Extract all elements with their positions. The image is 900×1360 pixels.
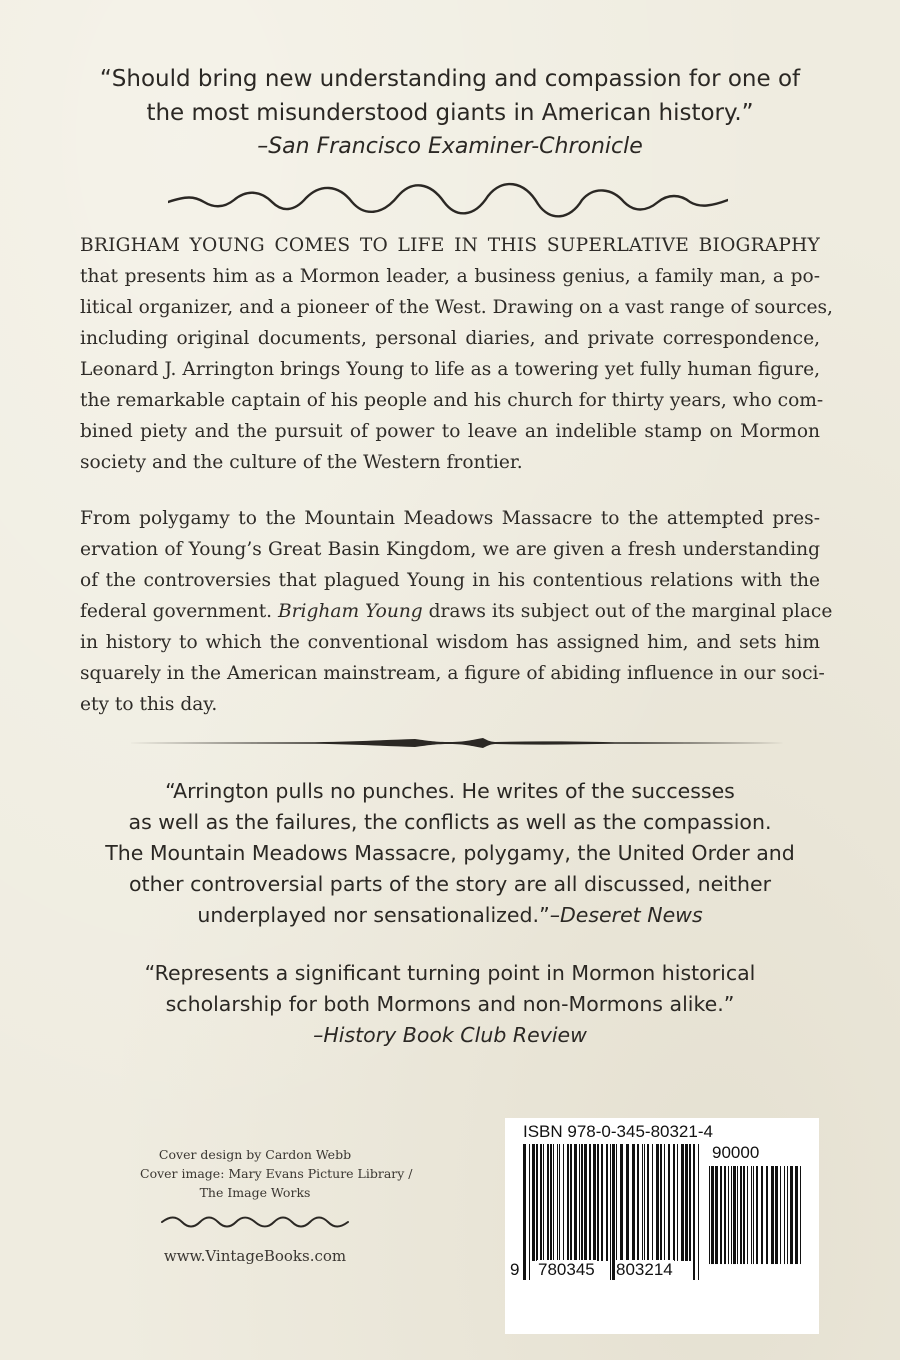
text-line: that presents him as a Mormon leader, a business genius, a family man, a po- (80, 266, 820, 287)
quote-line (60, 900, 840, 931)
barcode-bar (574, 1144, 577, 1261)
text-segment: draws its subject out of the marginal place (422, 601, 833, 622)
barcode-bar (766, 1166, 768, 1264)
text-line: Leonard J. Arrington brings Young to life as a towering yet fully human figure, (80, 359, 820, 380)
quote-line: “Arrington pulls no punches. He writes of the successes (165, 779, 735, 803)
book-title: Brigham Young (278, 601, 423, 622)
barcode-bar (795, 1166, 798, 1264)
barcode-bar (589, 1144, 591, 1261)
quote-attribution: –Deseret News (549, 903, 703, 927)
barcode-bar (751, 1166, 752, 1264)
barcode-bar (660, 1144, 662, 1261)
ean-digits (510, 1258, 713, 1280)
barcode-bar (597, 1144, 599, 1261)
barcode-bar (709, 1166, 710, 1264)
barcode-bar (647, 1144, 649, 1261)
text-line: litical organizer, and a pioneer of the West. Drawing on a vast range of sources, (80, 297, 833, 318)
quote-text: underplayed nor sensationalized.” (197, 903, 550, 927)
description-paragraph-1 (80, 230, 833, 478)
barcode-bar (642, 1144, 643, 1261)
barcode-bar (737, 1166, 738, 1264)
barcode-bar (540, 1144, 542, 1261)
barcode-bar (656, 1144, 659, 1261)
text-line: society and the culture of the Western frontier. (80, 452, 523, 473)
quote-line: “Should bring new understanding and compassion for one of (99, 66, 801, 92)
ean-left-digits: 780345 (538, 1260, 595, 1279)
barcode-bar (664, 1144, 665, 1261)
barcode-bar (753, 1166, 754, 1264)
quote-line: scholarship for both Mormons and non-Mormons alike.” (165, 992, 735, 1016)
barcode-bar (601, 1144, 603, 1261)
barcode-bar (532, 1144, 535, 1261)
text-line: including original documents, personal diaries, and private correspondence, (80, 328, 820, 349)
text-line: BRIGHAM YOUNG COMES TO LIFE IN THIS SUPERLATIVE BIOGRAPHY (80, 235, 820, 256)
credit-line: The Image Works (199, 1185, 311, 1200)
review-quote-deseret-news (60, 776, 840, 931)
barcode-bar (731, 1166, 732, 1264)
barcode-bar (579, 1144, 580, 1261)
text-segment: federal government. (80, 601, 278, 622)
review-quote-history-book-club (60, 958, 840, 1051)
text-line: ervation of Young’s Great Basin Kingdom, we are given a fresh understanding (80, 539, 820, 560)
barcode-bar (536, 1144, 538, 1261)
barcode-bar (756, 1166, 758, 1264)
small-swash-ornament (160, 1214, 350, 1230)
text-line: squarely in the American mainstream, a figure of abiding influence in our soci- (80, 663, 825, 684)
barcode-bar (743, 1166, 745, 1264)
barcode-bar (790, 1166, 793, 1264)
barcode-bar (559, 1144, 560, 1261)
barcode-bar (720, 1166, 722, 1264)
barcode-bar (775, 1166, 778, 1264)
barcode-bar (715, 1166, 718, 1264)
barcode-bar (761, 1166, 763, 1264)
text-line: ety to this day. (80, 694, 218, 715)
decorative-swash-ornament (168, 182, 728, 222)
addon-barcode-bars (709, 1166, 802, 1280)
barcode-bar (553, 1144, 554, 1261)
barcode-bar (567, 1144, 569, 1261)
barcode-bar (570, 1144, 572, 1261)
barcode-bar (724, 1166, 726, 1264)
barcode-bar (584, 1144, 587, 1261)
barcode-bar (787, 1166, 788, 1264)
barcode-bar (681, 1144, 684, 1261)
barcode-bar (543, 1144, 544, 1261)
barcode-bar (581, 1144, 583, 1261)
barcode-bar (547, 1144, 549, 1261)
barcode-bar (685, 1144, 688, 1261)
text-line: bined piety and the pursuit of power to leave an indelible stamp on Mormon (80, 421, 820, 442)
barcode-bar (784, 1166, 785, 1264)
text-line: in history to which the conventional wisdom has assigned him, and sets him (80, 632, 820, 653)
barcode-bar (733, 1166, 736, 1264)
quote-line: as well as the failures, the conflicts as well as the compassion. (128, 810, 772, 834)
isbn-barcode (505, 1118, 819, 1334)
barcode-bar (563, 1144, 564, 1261)
text-line: From polygamy to the Mountain Meadows Massacre to the attempted pres- (80, 508, 820, 529)
barcode-bar (616, 1144, 617, 1261)
barcode-bar (644, 1144, 645, 1261)
barcode-bar (550, 1144, 552, 1261)
isbn-number: ISBN 978-0-345-80321-4 (523, 1122, 713, 1141)
barcode-bar (673, 1144, 675, 1261)
credit-line: Cover image: Mary Evans Picture Library / (140, 1166, 413, 1181)
quote-line: the most misunderstood giants in American history.” (146, 100, 754, 126)
barcode-bar (632, 1144, 635, 1261)
quote-line: The Mountain Meadows Massacre, polygamy, the United Order and (105, 841, 795, 865)
quote-attribution: –San Francisco Examiner-Chronicle (257, 134, 643, 159)
barcode-bar (740, 1166, 742, 1264)
ean-right-digits: 803214 (616, 1260, 673, 1279)
credit-line: Cover design by Cardon Webb (158, 1147, 352, 1162)
barcode-bar (747, 1166, 748, 1264)
cover-credits (140, 1145, 413, 1202)
barcode-bar (711, 1166, 714, 1264)
barcode-bar (606, 1144, 608, 1261)
barcode-bar (771, 1166, 774, 1264)
quote-line: other controversial parts of the story are all discussed, neither (128, 872, 771, 896)
barcode-bar (668, 1144, 670, 1261)
barcode-bar (620, 1144, 623, 1261)
barcode-bar (800, 1166, 801, 1264)
barcode-bar (689, 1144, 691, 1261)
barcode-bar (637, 1144, 639, 1261)
text-line (80, 596, 833, 627)
barcode-bar (652, 1144, 653, 1261)
description-paragraph-2 (80, 503, 833, 720)
barcode-bar (626, 1144, 629, 1261)
top-review-quote (60, 62, 840, 164)
barcode-bar (677, 1144, 678, 1261)
text-line: the remarkable captain of his people and his church for thirty years, who com- (80, 390, 824, 411)
barcode-bar (557, 1144, 558, 1261)
publisher-website: www.VintageBooks.com (163, 1247, 347, 1265)
decorative-rule-ornament (115, 732, 785, 754)
price-code: 90000 (712, 1143, 760, 1162)
ean-first-digit: 9 (510, 1260, 520, 1279)
barcode-bar (728, 1166, 729, 1264)
quote-attribution: –History Book Club Review (313, 1023, 587, 1047)
text-line: of the controversies that plagued Young in his contentious relations with the (80, 570, 820, 591)
barcode-bar (593, 1144, 596, 1261)
quote-line: “Represents a significant turning point in Mormon historical (144, 961, 756, 985)
barcode-bar (780, 1166, 781, 1264)
